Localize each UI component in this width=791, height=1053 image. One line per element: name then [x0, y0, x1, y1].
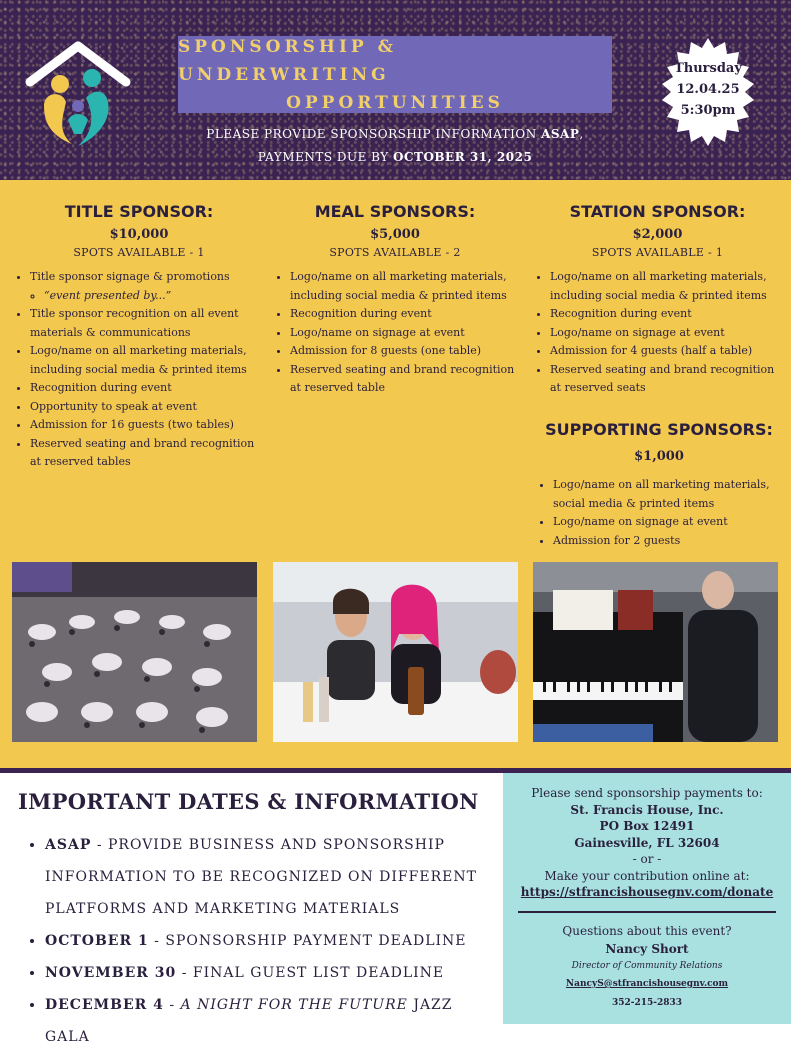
guests-image: [273, 562, 518, 742]
tier-spots: SPOTS AVAILABLE - 2: [329, 246, 461, 259]
photo-piano-player: [533, 562, 778, 742]
benefit-list: [10, 268, 268, 472]
title-line-2: OPPORTUNITIES: [286, 92, 504, 113]
benefit-item: • Logo/name on signage at event: [290, 324, 520, 343]
notice-deadline: OCTOBER 31, 2025: [393, 150, 533, 164]
piano-player-image: [533, 562, 778, 742]
date-label: DECEMBER 4: [45, 997, 164, 1013]
station-sponsor-column: [530, 202, 785, 398]
date-item: [45, 925, 495, 957]
supporting-sponsors-column: [530, 420, 788, 550]
benefit-item: • Logo/name on all marketing materials, including social media & printed items: [550, 268, 785, 305]
header-banner: [0, 0, 791, 180]
po-box: PO Box 12491: [599, 819, 695, 833]
or-separator: - or -: [632, 852, 662, 866]
questions-label: Questions about this event?: [562, 923, 732, 938]
tier-price: $2,000: [632, 227, 683, 242]
benefit-item: • Recognition during event: [290, 305, 520, 324]
payment-contact-panel: [503, 773, 791, 1024]
event-time: 5:30pm: [680, 103, 736, 118]
benefit-list: [530, 476, 788, 550]
photo-guests-at-bar: [273, 562, 518, 742]
notice-text-2: PAYMENTS DUE BY: [257, 150, 394, 164]
contact-email-link[interactable]: NancyS@stfrancishousegnv.com: [565, 979, 729, 989]
city-state-zip: Gainesville, FL 32604: [574, 835, 720, 850]
date-item: [45, 989, 495, 1053]
contact-divider: [518, 911, 776, 913]
notice-asap: ASAP: [541, 127, 580, 141]
tier-price: $1,000: [634, 449, 684, 464]
date-dash: -: [163, 997, 181, 1013]
tier-name: TITLE SPONSOR:: [64, 202, 214, 221]
benefit-item: • Logo/name on signage at event: [553, 513, 788, 532]
benefit-item: • Admission for 16 guests (two tables): [30, 416, 268, 435]
deadline-notice: [150, 123, 640, 169]
date-label: OCTOBER 1: [45, 933, 149, 949]
online-label: Make your contribution online at:: [544, 868, 750, 883]
banquet-hall-image: [12, 562, 257, 742]
title-line-1: SPONSORSHIP & UNDERWRITING: [178, 36, 397, 85]
important-dates-heading: IMPORTANT DATES & INFORMATION: [18, 789, 479, 814]
benefit-item: • Logo/name on all marketing materials, social media & printed items: [553, 476, 788, 513]
photo-banquet-hall: [12, 562, 257, 742]
important-dates-list: [30, 829, 495, 1053]
meal-sponsors-column: [270, 202, 520, 398]
benefit-item: • Recognition during event: [550, 305, 785, 324]
benefit-item: • Reserved seating and brand recognition at reserved table: [290, 361, 520, 398]
date-badge-text: [654, 38, 762, 146]
benefit-item: • Opportunity to speak at event: [30, 398, 268, 417]
org-name: St. Francis House, Inc.: [570, 802, 724, 817]
benefit-list: [530, 268, 785, 398]
event-day: Thursday: [674, 61, 742, 76]
benefit-list: [270, 268, 520, 398]
tier-spots: SPOTS AVAILABLE - 1: [591, 246, 724, 259]
benefit-item: • Admission for 2 guests: [553, 532, 788, 551]
benefit-item: • Title sponsor recognition on all event materials & communications: [30, 305, 268, 342]
date-text: - FINAL GUEST LIST DEADLINE: [176, 965, 445, 981]
date-label: ASAP: [45, 837, 92, 853]
tier-name: MEAL SPONSORS:: [314, 202, 476, 221]
date-text: - PROVIDE BUSINESS AND SPONSORSHIP INFORMATION TO BE RECOGNIZED ON DIFFERENT PLATFORMS AND MARKETING MATERIALS: [45, 837, 477, 917]
benefit-item: • Logo/name on signage at event: [550, 324, 785, 343]
contact-person: Nancy Short: [605, 942, 689, 956]
tier-name: STATION SPONSOR:: [569, 202, 746, 221]
house-family-logo-icon: [22, 40, 134, 150]
benefit-item: • Logo/name on all marketing materials, including social media & printed items: [30, 342, 268, 379]
date-item: [45, 957, 495, 989]
date-label: NOVEMBER 30: [45, 965, 177, 981]
benefit-item: • Logo/name on all marketing materials, including social media & printed items: [290, 268, 520, 305]
notice-text-1: PLEASE PROVIDE SPONSORSHIP INFORMATION: [206, 127, 542, 141]
notice-comma: ,: [579, 127, 584, 141]
donate-link[interactable]: https://stfrancishousegnv.com/donate: [520, 885, 774, 899]
event-date: 12.04.25: [676, 82, 740, 97]
date-text: - SPONSORSHIP PAYMENT DEADLINE: [148, 933, 467, 949]
benefit-item: • Recognition during event: [30, 379, 268, 398]
date-item: [45, 829, 495, 925]
benefit-item: • Reserved seating and brand recognition at reserved tables: [30, 435, 268, 472]
benefit-item: • Reserved seating and brand recognition at reserved seats: [550, 361, 785, 398]
title-sponsor-column: [10, 202, 268, 472]
date-text: JAZZ GALA: [45, 997, 453, 1045]
contact-phone: 352-215-2833: [611, 997, 683, 1008]
benefit-item: • Admission for 4 guests (half a table): [550, 342, 785, 361]
important-dates-panel: [0, 773, 503, 1045]
tier-name: SUPPORTING SPONSORS:: [545, 420, 773, 439]
benefit-item: • Title sponsor signage & promotions: [30, 268, 268, 287]
tier-price: $10,000: [109, 227, 169, 242]
contact-role: Director of Community Relations: [571, 960, 723, 971]
benefit-subitem: ◦ “event presented by...”: [44, 287, 268, 306]
benefit-item: • Admission for 8 guests (one table): [290, 342, 520, 361]
event-name: A NIGHT FOR THE FUTURE: [180, 997, 408, 1013]
send-payments-label: Please send sponsorship payments to:: [531, 786, 763, 800]
tier-spots: SPOTS AVAILABLE - 1: [73, 246, 205, 259]
tier-price: $5,000: [370, 227, 420, 242]
title-banner: [178, 36, 612, 113]
